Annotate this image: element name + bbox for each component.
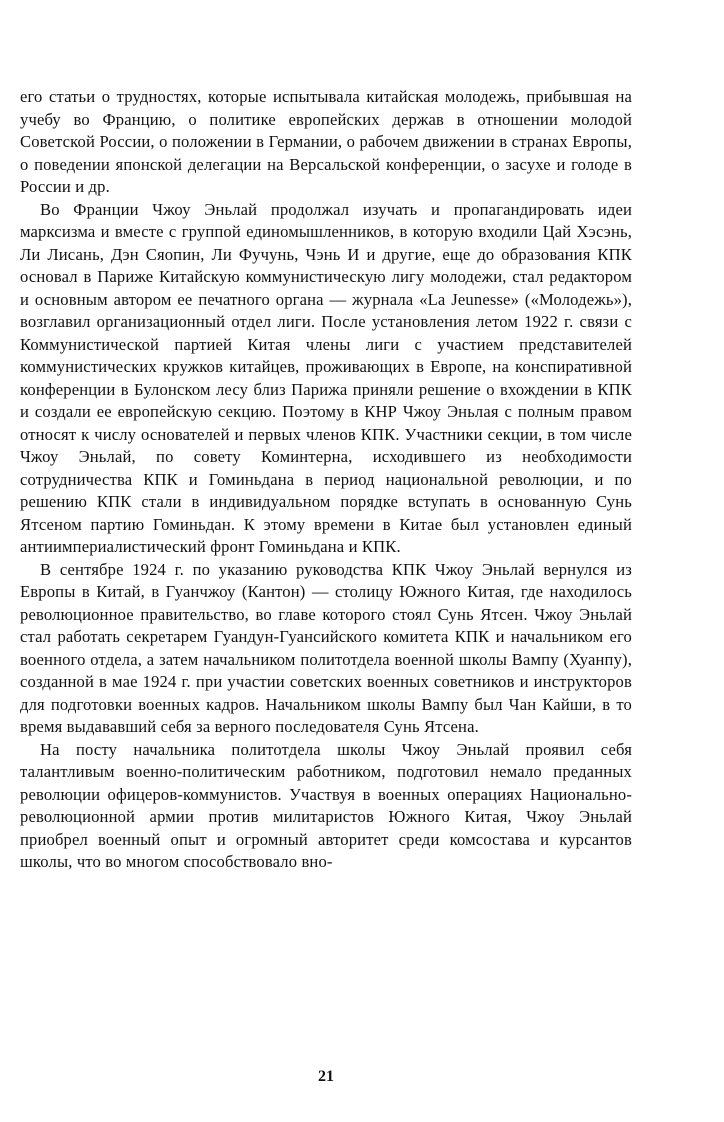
page-body (20, 86, 632, 874)
paragraph-4: На посту начальника политотдела школы Чжоу Эньлай проявил себя талантливым военно-политическим работником, подготовил немало преданных революции офицеров-коммунистов. Участвуя в военных операциях Национально-революционной армии против милитаристов Южного Китая, Чжоу Эньлай приобрел военный опыт и огромный авторитет среди комсостава и курсантов школы, что во многом способствовало вно- (20, 739, 632, 871)
paragraph-1: его статьи о трудностях, которые испытывала китайская молодежь, прибывшая на учебу во Францию, о политике европейских держав в отношении молодой Советской России, о положении в Германии, о рабочем движении в странах Европы, о поведении японской делегации на Версальской конференции, о засухе и голоде в России и др. (20, 87, 632, 196)
paragraph-2: Во Франции Чжоу Эньлай продолжал изучать и пропагандировать идеи марксизма и вместе с группой единомышленников, в которую входили Цай Хэсэнь, Ли Лисань, Дэн Сяопин, Ли Фучунь, Чэнь И и другие, еще до образования КПК основал в Париже Китайскую коммунистическую лигу молодежи, стал редактором и основным автором ее печатного органа — журнала «La Jeunesse» («Молодежь»), возглавил организационный отдел лиги. После установления летом 1922 г. связи с Коммунистической партией Китая члены лиги с участием представителей коммунистических кружков китайцев, проживающих в Европе, на конспиративной конференции в Булонском лесу близ Парижа приняли решение о вхождении в КПК и создали ее европейскую секцию. Поэтому в КНР Чжоу Эньлая с полным правом относят к числу основателей и первых членов КПК. Участники секции, в том числе Чжоу Эньлай, по совету Коминтерна, исходившего из необходимости сотрудничества КПК и Гоминьдана в период национальной революции, и по решению КПК стали в индивидуальном порядке вступать в основанную Сунь Ятсеном партию Гоминьдан. К этому времени в Китае был установлен единый антиимпериалистический фронт Гоминьдана и КПК. (20, 199, 632, 556)
paragraph-3: В сентябре 1924 г. по указанию руководства КПК Чжоу Эньлай вернулся из Европы в Китай, в Гуанчжоу (Кантон) — столицу Южного Китая, где находилось революционное правительство, во главе которого стоял Сунь Ятсен. Чжоу Эньлай стал работать секретарем Гуандун-Гуансийского комитета КПК и начальником его военного отдела, а затем начальником политотдела военной школы Вампу (Хуанпу), созданной в мае 1924 г. при участии советских военных советников и инструкторов для подготовки военных кадров. Начальником школы Вампу был Чан Кайши, в то время выдававший себя за верного последователя Сунь Ятсена. (20, 559, 632, 736)
page-number: 21 (318, 1068, 334, 1085)
